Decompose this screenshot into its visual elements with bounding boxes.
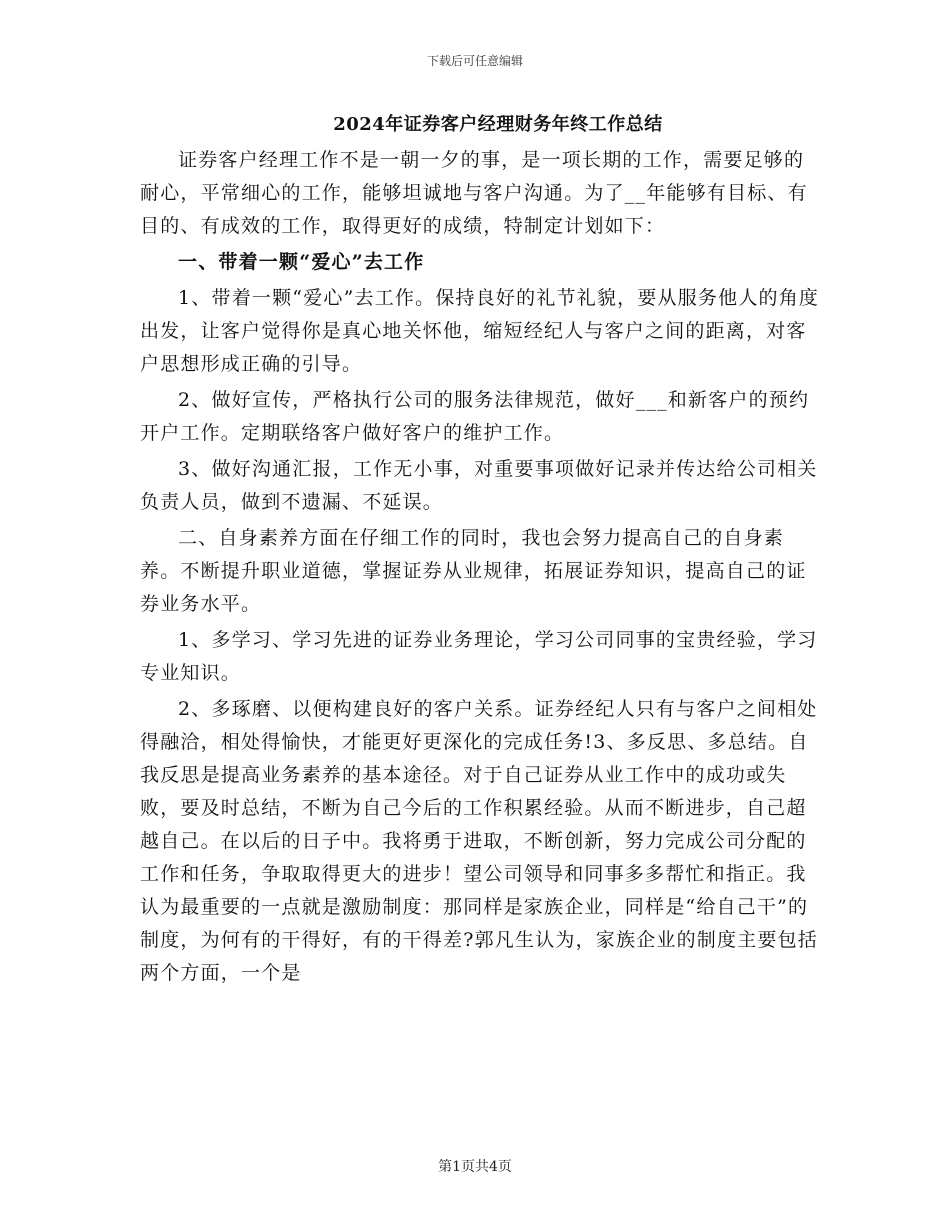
section-heading-1: 一、带着一颗“爱心”去工作: [178, 251, 425, 273]
page-indicator: 第1页共4页: [438, 1159, 512, 1175]
paragraph-intro: 证券客户经理工作不是一朝一夕的事，是一项长期的工作，需要足够的耐心，平常细心的工作，能够坦诚地与客户沟通。为了__年能够有目标、有目的、有成效的工作，取得更好的成绩，特制定计划如下：: [140, 149, 808, 237]
paragraph-item-1: 1、带着一颗“爱心”去工作。保持良好的礼节礼貌，要从服务他人的角度出发，让客户觉得你是真心地关怀他，缩短经纪人与客户之间的距离，对客户思想形成正确的引导。: [140, 287, 820, 375]
paragraph-relations: 2、多琢磨、以便构建良好的客户关系。证券经纪人只有与客户之间相处得融洽，相处得愉快，才能更好更深化的完成任务!3、多反思、多总结。自我反思是提高业务素养的基本途径。对于自己证券从业工作中的成功或失败，要及时总结，不断为自己今后的工作积累经验。从而不断进步，自己超越自己。在以后的日子中。我将勇于进取，不断创新，努力完成公司分配的工作和任务，争取取得更大的进步！望公司领导和同事多多帮忙和指正。我认为最重要的一点就是激励制度：那同样是家族企业，同样是“给自己干”的制度，为何有的干得好，有的干得差?郭凡生认为，家族企业的制度主要包括两个方面，一个是: [140, 698, 818, 984]
document-title: 2024年证券客户经理财务年终工作总结: [333, 114, 663, 135]
paragraph-study: 1、多学习、学习先进的证券业务理论，学习公司同事的宝贵经验，学习专业知识。: [140, 629, 818, 684]
paragraph-item-2: 2、做好宣传，严格执行公司的服务法律规范，做好___和新客户的预约开户工作。定期联络客户做好客户的维护工作。: [140, 389, 810, 444]
page-header-note: 下载后可任意编辑: [426, 54, 523, 68]
paragraph-item-3: 3、做好沟通汇报，工作无小事，对重要事项做好记录并传达给公司相关负责人员，做到不遗漏、不延误。: [140, 458, 818, 513]
document-body: [140, 110, 820, 990]
paragraph-section-2: 二、自身素养方面在仔细工作的同时，我也会努力提高自己的自身素养。不断提升职业道德，掌握证券从业规律，拓展证券知识，提高自己的证券业务水平。: [140, 527, 807, 615]
